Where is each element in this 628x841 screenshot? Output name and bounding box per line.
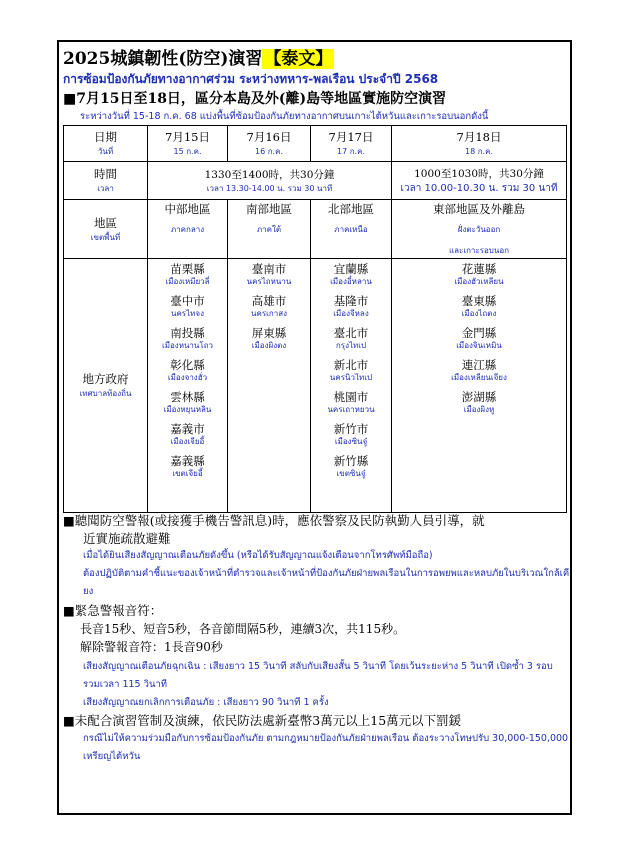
- time-row: [64, 162, 567, 200]
- region-row: [64, 200, 567, 259]
- note3-zh: ■未配合演習管制及演練，依民防法處新臺幣3萬元以上15萬元以下罰鍰: [63, 713, 462, 728]
- date-cell: [311, 126, 392, 162]
- date-zh: 7月15日: [165, 130, 210, 144]
- county-name: 花蓮縣: [461, 262, 497, 276]
- county-name: 基隆市: [333, 294, 369, 308]
- note2-th-line1: เสียงสัญญาณเตือนภัยฉุกเฉิน : เสียงยาว 15 วินาที สลับกับเสียงสั้น 5 วินาที โดยเว้นระยะห่าง 5 วินาที เปิดซ้ำ 3 รอบ: [83, 661, 553, 672]
- county-name: 臺南市: [251, 262, 287, 276]
- county-name-th: เมืองเหลียนเจียง: [451, 373, 507, 382]
- headline-thai: ระหว่างวันที่ 15-18 ก.ค. 68 แบ่งพื้นที่ซ้อมป้องกันภัยทางอากาศบนเกาะไต้หวันและเกาะรอบนอกดังนี้: [80, 111, 489, 122]
- time-main-th: เวลา 13.30-14.00 น. รวม 30 นาที: [206, 183, 333, 193]
- county-name: 宜蘭縣: [333, 262, 369, 276]
- note2-th-line2: รวมเวลา 115 วินาที: [83, 679, 168, 690]
- county-name: 屏東縣: [251, 326, 287, 340]
- region-zh: 東部地區及外離島: [433, 202, 525, 216]
- county-name: 嘉義市: [170, 422, 205, 436]
- county-name: 嘉義縣: [170, 454, 205, 468]
- county-name: 金門縣: [461, 326, 497, 340]
- date-th: 16 ก.ค.: [254, 147, 283, 156]
- county-name: 苗栗縣: [170, 262, 205, 276]
- region-zh: 北部地區: [328, 202, 374, 216]
- note1-zh-line2: 近實施疏散避難: [83, 531, 171, 546]
- region-th-line2: และเกาะรอบนอก: [448, 246, 510, 255]
- county-name-th: เมืองอี๋หลาน: [330, 277, 372, 286]
- county-name-th: นครนิวไทเป: [329, 373, 373, 382]
- county-name: 雲林縣: [170, 390, 205, 404]
- county-name-th: นครเกาสง: [251, 309, 287, 318]
- note1-th-line2: ต้องปฏิบัติตามคำชี้แนะของเจ้าหน้าที่ตำรวจและเจ้าหน้าที่ป้องกันภัยฝ่ายพลเรือนในการอพยพและหลบภัยในบริเวณใกล้เคี: [83, 568, 570, 579]
- county-name: 臺北市: [333, 326, 369, 340]
- note1-zh-line1: ■聽聞防空警報(或接獲手機告警訊息)時，應依警察及民防執勤人員引導，就: [63, 513, 485, 528]
- county-name: 臺中市: [170, 294, 205, 308]
- date-cell: [148, 126, 228, 162]
- region-cell: [148, 200, 228, 259]
- time-label-th: เวลา: [97, 184, 114, 193]
- time-main-zh: 1330至1400時，共30分鐘: [204, 168, 335, 181]
- date-zh: 7月17日: [328, 130, 374, 144]
- county-name-th: เมืองเหมียวลี่: [165, 277, 210, 286]
- date-th: 17 ก.ค.: [336, 147, 365, 156]
- title-main: 2025城鎮韌性(防空)演習: [63, 49, 263, 69]
- east-county-list: [392, 259, 567, 513]
- time-east-cell: [392, 162, 567, 200]
- note2-heading: ■緊急警報音符：: [63, 603, 163, 618]
- government-row: [64, 259, 567, 513]
- note2-zh-line1: 長音15秒、短音5秒，各音節間隔5秒，連續3次，共115秒。: [80, 622, 406, 636]
- central-county-list: [148, 259, 228, 513]
- date-row: [64, 126, 567, 162]
- county-name-th: เมืองเจียอี้: [170, 437, 205, 446]
- gov-label-th: เทศบาลท้องถิ่น: [79, 389, 132, 398]
- county-name-th: เมืองฮัวเหลียน: [454, 277, 504, 286]
- county-name-th: เขตเจียอี้: [172, 469, 203, 478]
- county-name-th: เมืองจางฮั่ว: [167, 373, 208, 382]
- date-cell: [392, 126, 567, 162]
- county-name: 連江縣: [461, 358, 497, 372]
- region-label-cell: [64, 200, 148, 259]
- date-cell: [228, 126, 311, 162]
- region-th: ฝั่งตะวันออก: [457, 225, 501, 234]
- county-name: 新北市: [333, 358, 369, 372]
- date-label-th: วันที่: [97, 147, 114, 156]
- county-name: 彰化縣: [170, 358, 205, 372]
- note1-th-line1: เมื่อได้ยินเสียงสัญญาณเตือนภัยดังขึ้น (หรือได้รับสัญญาณแจ้งเตือนจากโทรศัพท์มือถือ): [83, 550, 433, 561]
- county-name-th: เมืองหนานโถว: [161, 341, 214, 350]
- time-main-cell: [148, 162, 392, 200]
- time-east-zh: 1000至1030時，共30分鐘: [414, 167, 544, 180]
- county-name: 新竹市: [333, 422, 369, 436]
- date-label-cell: [64, 126, 148, 162]
- south-county-list: [228, 259, 311, 513]
- headline-zh: ■7月15日至18日，區分本島及外(離)島等地區實施防空演習: [63, 91, 447, 107]
- date-th: 15 ก.ค.: [173, 147, 202, 156]
- county-name-th: นครเถาหยวน: [327, 405, 375, 414]
- county-name: 高雄市: [251, 294, 287, 308]
- region-label-th: เขตพื้นที่: [90, 232, 121, 242]
- note2-th-line3: เสียงสัญญาณยกเลิกการเตือนภัย : เสียงยาว 90 วินาที 1 ครั้ง: [83, 697, 329, 708]
- region-zh: 南部地區: [246, 202, 292, 216]
- county-name-th: เมืองซินจู๋: [334, 437, 368, 446]
- region-th: ภาคเหนือ: [334, 225, 368, 234]
- gov-label-cell: [64, 259, 148, 513]
- region-th: ภาคใต้: [256, 225, 282, 234]
- county-name-th: นครไถหนาน: [246, 277, 292, 286]
- note2-zh-line2: 解除警報音符：1長音90秒: [80, 640, 223, 654]
- time-east-th: เวลา 10.00-10.30 น. รวม 30 นาที: [400, 182, 558, 194]
- region-cell: [228, 200, 311, 259]
- region-cell: [311, 200, 392, 259]
- county-name: 澎湖縣: [461, 390, 497, 404]
- county-name: 新竹縣: [333, 454, 369, 468]
- county-name: 臺東縣: [461, 294, 497, 308]
- north-county-list: [311, 259, 392, 513]
- county-name-th: นครไทจง: [170, 309, 204, 318]
- schedule-table: [63, 125, 567, 513]
- county-name-th: เมืองผิงตง: [251, 341, 287, 350]
- county-name-th: เมืองจีหลง: [333, 309, 369, 318]
- county-name-th: กรุงไทเป: [335, 341, 367, 350]
- page-title: [63, 44, 334, 69]
- gov-label-zh: 地方政府: [82, 372, 129, 386]
- region-cell: [392, 200, 567, 259]
- note3-th-line1: กรณีไม่ให้ความร่วมมือกับการซ้อมป้องกันภัย ตามกฎหมายป้องกันภัยฝ่ายพลเรือน ต้องระวางโทษปรับ 30,000-150,000: [83, 733, 569, 744]
- county-name: 桃園市: [333, 390, 369, 404]
- county-name-th: เขตซินจู๋: [336, 469, 366, 478]
- subtitle-thai: การซ้อมป้องกันภัยทางอากาศร่วม ระหว่างทหาร-พลเรือน ประจำปี 2568: [63, 72, 439, 86]
- county-name-th: เมืองหยุนหลิน: [163, 405, 212, 414]
- region-th: ภาคกลาง: [170, 225, 205, 234]
- date-th: 18 ก.ค.: [464, 147, 493, 156]
- county-name-th: เมืองไถตง: [461, 309, 497, 318]
- date-label-zh: 日期: [94, 130, 117, 144]
- county-name-th: เมืองจินเหมิน: [456, 341, 502, 350]
- time-label-cell: [64, 162, 148, 200]
- note3-th-line2: เหรียญไต้หวัน: [83, 751, 141, 762]
- date-zh: 7月18日: [456, 130, 502, 144]
- title-language-tag: 【泰文】: [264, 49, 333, 69]
- county-name: 南投縣: [170, 326, 205, 340]
- time-label-zh: 時間: [94, 167, 117, 181]
- county-name-th: เมืองผิงหู: [463, 405, 495, 414]
- region-label-zh: 地區: [94, 215, 117, 230]
- region-zh: 中部地區: [164, 202, 211, 216]
- date-zh: 7月16日: [246, 130, 292, 144]
- note1-th-line3: ยง: [83, 586, 94, 597]
